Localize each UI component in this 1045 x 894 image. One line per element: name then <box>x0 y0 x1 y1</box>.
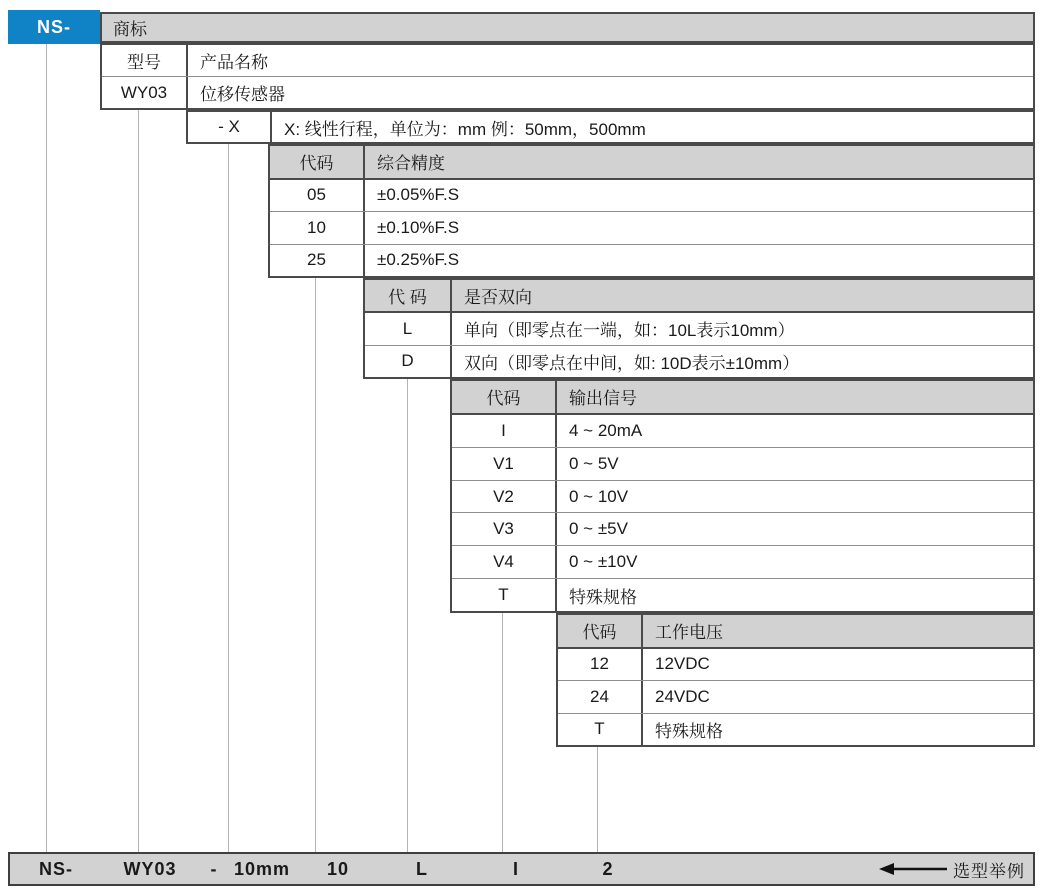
accuracy-value: ±0.25%F.S <box>377 250 460 270</box>
direction-code: D <box>365 346 452 377</box>
output-code-header: 代码 <box>452 381 557 413</box>
stroke-description: X: 线性行程，单位为：mm 例：50mm，500mm <box>284 119 646 139</box>
example-part-direction: L <box>416 858 428 879</box>
voltage-code: T <box>558 714 643 746</box>
table-row <box>270 180 1033 212</box>
output-code: I <box>452 415 557 447</box>
table-row <box>558 649 1033 681</box>
stroke-code: - X <box>188 112 272 142</box>
table-row <box>452 545 1033 578</box>
output-signal-table <box>450 379 1035 613</box>
connector-line <box>228 144 229 852</box>
output-value: 0 ~ 5V <box>569 453 619 473</box>
example-code-bar <box>8 852 1035 886</box>
voltage-label-header: 工作电压 <box>655 623 723 643</box>
example-part-prefix: NS- <box>39 858 73 879</box>
accuracy-code: 10 <box>270 212 365 244</box>
example-note-label: 选型举例 <box>953 861 1025 881</box>
output-header-row <box>452 381 1033 415</box>
direction-code: L <box>365 313 452 344</box>
table-row <box>270 211 1033 244</box>
stroke-table <box>186 110 1035 144</box>
model-header-row <box>102 45 1033 76</box>
stroke-row <box>188 112 1033 142</box>
output-value: 0 ~ 10V <box>569 486 629 506</box>
example-part-stroke: 10mm <box>233 858 291 879</box>
output-value: 0 ~ ±10V <box>569 552 638 572</box>
accuracy-code: 25 <box>270 245 365 277</box>
table-row <box>452 480 1033 513</box>
connector-line <box>502 613 503 852</box>
accuracy-label-header: 综合精度 <box>377 154 445 174</box>
output-value: 0 ~ ±5V <box>569 519 628 539</box>
model-code: WY03 <box>102 77 188 108</box>
voltage-value: 24VDC <box>655 686 710 706</box>
left-arrow-icon <box>879 862 947 876</box>
model-table <box>100 43 1035 110</box>
table-row <box>452 415 1033 447</box>
table-row <box>558 680 1033 713</box>
table-row <box>270 244 1033 277</box>
trademark-header-row <box>100 12 1035 43</box>
accuracy-code-header: 代码 <box>270 146 365 178</box>
voltage-code: 12 <box>558 649 643 681</box>
example-note <box>879 854 1025 884</box>
voltage-code: 24 <box>558 681 643 713</box>
model-header-code: 型号 <box>102 45 188 76</box>
connector-line <box>46 44 47 852</box>
prefix-code-box: NS- <box>8 10 100 44</box>
direction-value: 双向（即零点在中间，如: 10D表示±10mm） <box>464 353 800 373</box>
table-row <box>365 313 1033 344</box>
voltage-code-header: 代码 <box>558 615 643 647</box>
voltage-value: 特殊规格 <box>655 721 723 741</box>
accuracy-header-row <box>270 146 1033 180</box>
connector-line <box>315 278 316 852</box>
table-row <box>558 713 1033 746</box>
example-part-output: I <box>512 858 519 879</box>
output-code: T <box>452 579 557 611</box>
direction-value: 单向（即零点在一端，如：10L表示10mm） <box>464 321 795 341</box>
accuracy-table <box>268 144 1035 278</box>
table-row <box>452 578 1033 611</box>
direction-table <box>363 278 1035 379</box>
accuracy-code: 05 <box>270 180 365 212</box>
output-code: V2 <box>452 481 557 513</box>
direction-code-header: 代 码 <box>365 280 452 311</box>
output-value: 特殊规格 <box>569 587 637 607</box>
model-header-name: 产品名称 <box>200 53 268 72</box>
direction-header-row <box>365 280 1033 313</box>
output-label-header: 输出信号 <box>569 389 637 409</box>
connector-line <box>597 747 598 852</box>
output-code: V4 <box>452 546 557 578</box>
direction-label-header: 是否双向 <box>464 288 532 308</box>
example-part-voltage: 2 <box>602 858 614 879</box>
voltage-value: 12VDC <box>655 654 710 674</box>
model-value-row <box>102 76 1033 108</box>
model-name: 位移传感器 <box>200 85 285 104</box>
accuracy-value: ±0.05%F.S <box>377 185 460 205</box>
table-row <box>452 512 1033 545</box>
output-code: V3 <box>452 513 557 545</box>
output-code: V1 <box>452 448 557 480</box>
example-part-accuracy: 10 <box>326 858 350 879</box>
connector-line <box>407 379 408 852</box>
connector-line <box>138 110 139 852</box>
voltage-table <box>556 613 1035 747</box>
example-part-model: WY03 <box>123 858 177 879</box>
output-value: 4 ~ 20mA <box>569 420 643 440</box>
accuracy-value: ±0.10%F.S <box>377 217 460 237</box>
table-row <box>452 447 1033 480</box>
voltage-header-row <box>558 615 1033 649</box>
table-row <box>365 345 1033 377</box>
example-part-dash: - <box>210 858 218 879</box>
trademark-label: 商标 <box>113 20 147 39</box>
